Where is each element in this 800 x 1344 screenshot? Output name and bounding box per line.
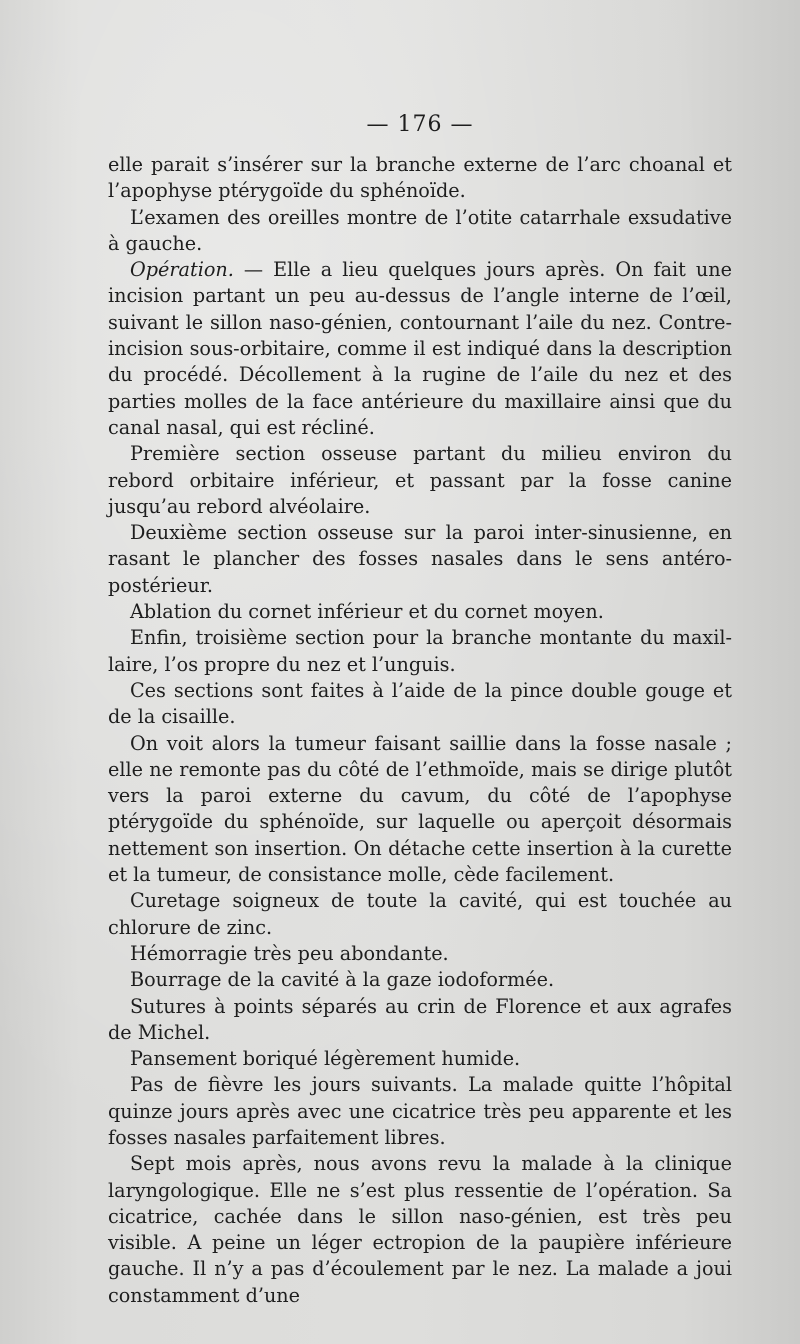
body-text: [108, 152, 732, 1309]
paragraph: Deuxième section osseuse sur la paroi inter-sinusienne, en rasant le plancher des fosses nasales dans le sens antéro-postérieur.: [108, 521, 732, 597]
paragraph: elle parait s’insérer sur la branche externe de l’arc choanal et l’apophyse ptérygoïde du sphénoïde.: [108, 153, 732, 203]
paragraph: Sept mois après, nous avons revu la malade à la clinique laryngologique. Elle ne s’est plus ressentie de l’opération. Sa cicatrice, cachée dans le sillon naso-génien, est très peu visible. A peine un léger ectropion de la paupière inférieure gauche. Il n’y a pas d’écoulement par le nez. La malade a joui constamment d’une: [108, 1152, 732, 1307]
paragraph: Ces sections sont faites à l’aide de la pince double gouge et de la cisaille.: [108, 678, 732, 729]
paragraph: [108, 257, 732, 441]
paragraph: Pansement boriqué légèrement humide.: [130, 1047, 521, 1071]
paragraph: Curetage soigneux de toute la cavité, qui est touchée au chlorure de zinc.: [108, 889, 732, 939]
page-number: — 176 —: [366, 112, 474, 137]
paragraph: Sutures à points séparés au crin de Florence et aux agrafes de Michel.: [108, 994, 732, 1044]
paragraph: Première section osseuse partant du milieu environ du rebord orbitaire inférieur, et passant par la fosse canine jusqu’au rebord alvéolaire.: [108, 442, 732, 518]
paragraph: Bourrage de la cavité à la gaze iodoformée.: [130, 968, 555, 992]
section-label: Opération.: [130, 258, 234, 282]
paragraph: Enfin, troisième section pour la branche montante du maxillaire, l’os propre du nez et l’unguis.: [108, 626, 732, 676]
paragraph: Pas de fièvre les jours suivants. La malade quitte l’hôpital quinze jours après avec une cicatrice très peu apparente et les fosses nasales parfaitement libres.: [108, 1073, 732, 1149]
paragraph: Ablation du cornet inférieur et du cornet moyen.: [130, 600, 604, 624]
paragraph-text: — Elle a lieu quelques jours après. On fait une incision partant un peu au-dessus de l’angle interne de l’œil, suivant le sillon naso-génien, contournant l’aile du nez. Contre-incision sous-orbitaire, comme il est indiqué dans la description du procédé. Décollement à la rugine de l’aile du nez et des parties molles de la face antérieure du maxillaire ainsi que du canal nasal, qui est récliné.: [108, 258, 732, 439]
paragraph: Hémorragie très peu abondante.: [130, 941, 449, 965]
paragraph: L’examen des oreilles montre de l’otite catarrhale exsudative à gauche.: [108, 205, 732, 255]
paragraph: On voit alors la tumeur faisant saillie dans la fosse nasale ; elle ne remonte pas du côté de l’ethmoïde, mais se dirige plutôt vers la paroi externe du cavum, du côté de l’apophyse ptérygoïde du sphénoïde, sur laquelle ou aperçoit désormais nettement son insertion. On détache cette insertion à la curette et la tumeur, de consistance molle, cède facilement.: [108, 731, 732, 887]
